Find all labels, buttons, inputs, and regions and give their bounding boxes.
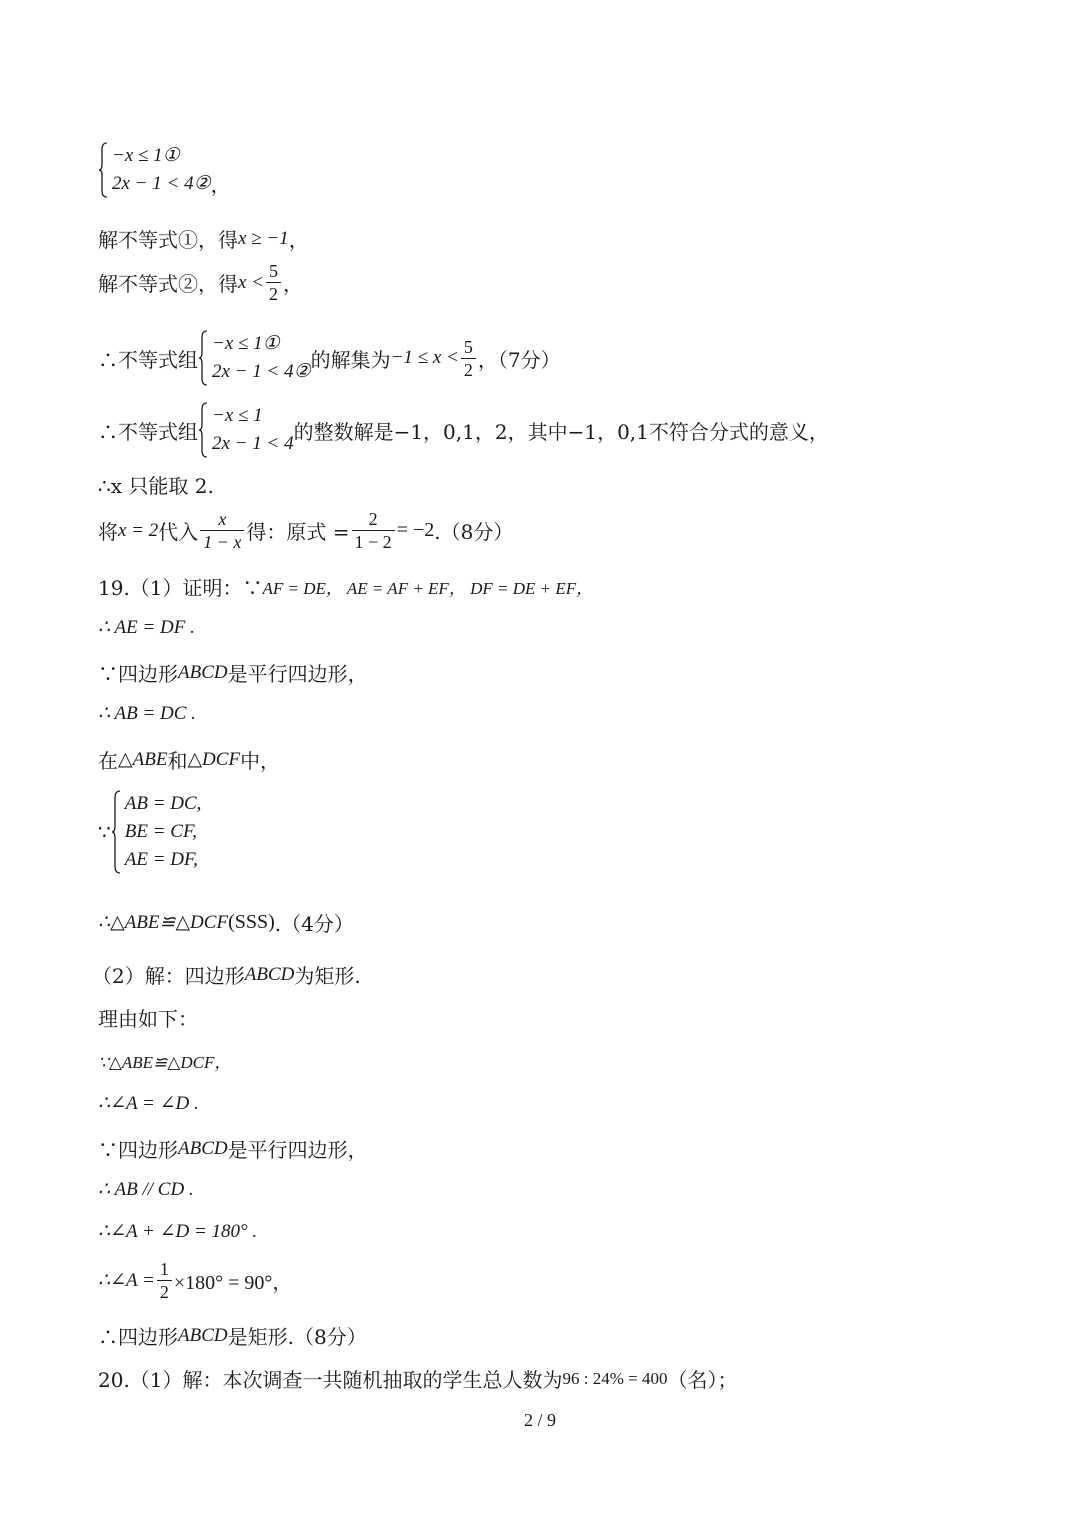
text: 得：原式 =	[246, 520, 350, 544]
math-expression: x = 2	[118, 519, 159, 541]
inequality-system-1	[98, 142, 231, 198]
numerator: x	[218, 509, 227, 529]
math-expression: ∴ AB // CD .	[98, 1179, 194, 1200]
question-label: 19.（1）证明：∵	[98, 576, 263, 600]
text: ∴不等式组	[98, 347, 198, 372]
q19-reason-heading: 理由如下：	[98, 1007, 198, 1031]
q19-reason-3	[98, 1134, 368, 1163]
punctuation: ，	[283, 272, 304, 296]
math-expression: ∴∠A =	[98, 1270, 155, 1291]
fraction	[461, 338, 476, 379]
q19-ab-dc	[98, 702, 196, 725]
math-expression: x <	[238, 271, 265, 293]
system-row-1: −x ≤ 1①	[112, 145, 180, 166]
math-expression: ∴ AE = DF .	[98, 617, 195, 638]
text: （名）；	[667, 1368, 738, 1392]
text: .（4分）	[274, 912, 354, 936]
denominator: 1 − x	[200, 530, 244, 551]
text: 解不等式①，得	[98, 228, 238, 252]
math-expression: ∴∠A + ∠D = 180° .	[98, 1221, 258, 1242]
system-row-2: 2x − 1 < 4②	[212, 361, 311, 382]
solve-inequality-1	[98, 224, 309, 253]
text: 将	[98, 520, 118, 544]
solve-inequality-2	[98, 262, 303, 303]
denominator: 2	[157, 1280, 172, 1301]
text: 是平行四边形，	[227, 1138, 368, 1162]
text: ，（7分）	[477, 347, 561, 372]
text: （2）解：四边形	[92, 964, 245, 988]
text: ∴四边形	[98, 1325, 178, 1349]
math-expression: △ABE	[118, 749, 168, 770]
text: 解不等式②，得	[98, 272, 238, 296]
math-expression: ABCD	[178, 661, 228, 683]
q19-triangles-line	[98, 745, 280, 774]
math-expression: ABCD	[178, 1137, 228, 1159]
q19-reason-4	[98, 1178, 194, 1201]
sss-label: (SSS)	[228, 911, 275, 933]
q19-congruence-system	[98, 790, 201, 874]
math-expression: △DCF	[187, 749, 241, 770]
math-expression: = −2	[396, 519, 435, 541]
q19-proof-line	[98, 572, 593, 601]
denominator: 2	[461, 358, 476, 379]
text: .（8分）	[434, 520, 514, 544]
math-expression: ∵△ABE≌△DCF，	[98, 1053, 232, 1072]
text: 在	[98, 749, 118, 773]
math-expression: ∴ AB = DC .	[98, 703, 196, 724]
brace-system	[111, 790, 202, 874]
math-expression: ABCD	[244, 963, 295, 985]
math-expression: −1 ≤ x <	[390, 347, 459, 368]
math-expression: ×180° = 90°，	[173, 1272, 293, 1294]
text: ∵四边形	[98, 662, 178, 686]
numerator: 5	[463, 336, 473, 357]
numerator: 2	[368, 509, 378, 529]
q19-part2-line	[92, 960, 361, 989]
because-symbol: ∵	[98, 820, 111, 844]
q19-congruent-conclusion	[98, 908, 354, 937]
math-expression: ABCD	[178, 1324, 228, 1346]
left-brace-icon	[111, 790, 121, 874]
denominator: 2	[266, 282, 281, 303]
system-row-2: BE = CF,	[124, 821, 197, 842]
math-expression: ∴∠A = ∠D .	[98, 1093, 199, 1114]
q19-reason-7	[98, 1321, 367, 1350]
math-expression: 96 : 24% = 400	[562, 1368, 668, 1388]
denominator: 1 − 2	[352, 530, 395, 551]
text: 的整数解是−1，0,1，2，其中−1，0,1不符合分式的意义，	[293, 419, 829, 444]
text: 为矩形.	[294, 964, 361, 988]
text: 中，	[240, 749, 281, 773]
page-number: 2 / 9	[523, 1410, 556, 1430]
text: 20.（1）解：本次调查一共随机抽取的学生总人数为	[98, 1368, 563, 1392]
left-brace-icon	[198, 330, 208, 386]
fraction	[352, 510, 395, 551]
brace-system	[198, 402, 294, 458]
system-row-2: 2x − 1 < 4	[212, 433, 294, 454]
left-brace-icon	[198, 402, 208, 458]
system-row-1: −x ≤ 1	[212, 405, 263, 426]
q19-reason-5	[98, 1220, 257, 1243]
text: 代入	[158, 520, 199, 544]
numerator: 5	[269, 261, 279, 281]
substitute-line	[98, 510, 513, 551]
q19-reason-1	[98, 1048, 231, 1073]
math-expression: AF = DE， AE = AF + EF， DF = DE + EF，	[262, 579, 594, 598]
text: ∵四边形	[98, 1138, 178, 1162]
q20-line	[98, 1364, 738, 1393]
math-expression: x ≥ −1	[238, 227, 289, 249]
system-row-3: AE = DF,	[124, 849, 198, 870]
text: 的解集为	[310, 347, 391, 372]
system-row-1: −x ≤ 1①	[212, 333, 280, 354]
q19-parallelogram-line	[98, 658, 368, 687]
brace-system	[98, 142, 211, 198]
system-row-2: 2x − 1 < 4②	[112, 173, 211, 194]
punctuation: ，	[210, 173, 231, 197]
q19-reason-6	[98, 1260, 292, 1301]
numerator: 1	[159, 1259, 169, 1279]
system-row-1: AB = DC,	[124, 793, 202, 814]
left-brace-icon	[98, 142, 108, 198]
q19-ae-df	[98, 616, 195, 639]
punctuation: ，	[288, 228, 309, 252]
text: 和	[167, 749, 188, 773]
text: 是平行四边形，	[227, 662, 368, 686]
brace-system	[198, 330, 311, 386]
solution-set-line	[98, 330, 561, 386]
fraction	[157, 1260, 172, 1301]
fraction	[200, 510, 244, 551]
math-expression: ∴△ABE≌△DCF	[98, 912, 229, 933]
fraction	[266, 262, 281, 303]
x-only-2-line: ∴x 只能取 2.	[98, 474, 214, 498]
text: ∴不等式组	[98, 419, 198, 444]
text: 是矩形.（8分）	[227, 1325, 367, 1349]
q19-reason-2	[98, 1092, 199, 1115]
integer-solutions-line	[98, 402, 829, 458]
